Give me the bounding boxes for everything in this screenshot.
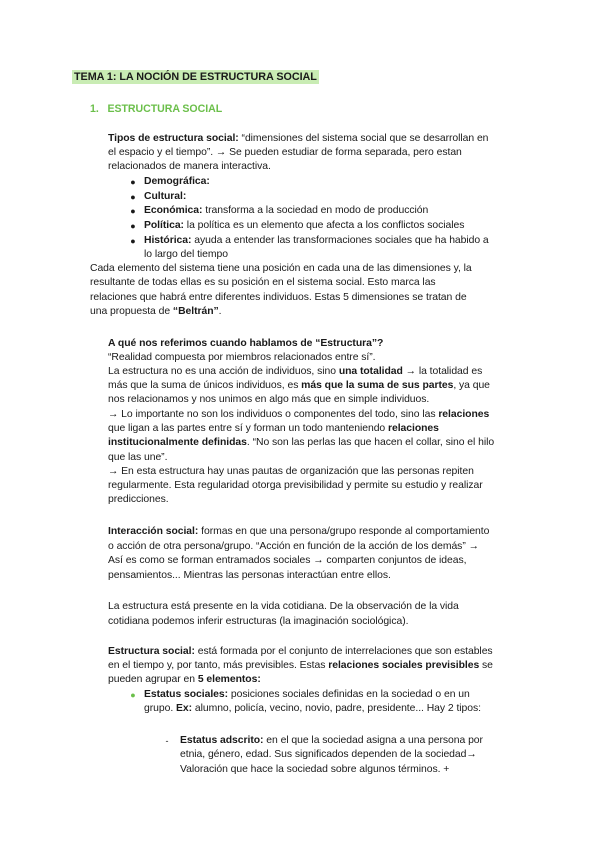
dash-bullet-icon: - xyxy=(165,736,169,746)
estructura-line-1: Estructura social: está formada por el conjunto de interrelaciones que son estables xyxy=(108,646,493,657)
cada-line-4: una propuesta de “Beltrán”. xyxy=(90,306,222,317)
question-p10: predicciones. xyxy=(108,494,169,505)
interaccion-line-4: pensamientos... Mientras las personas interactúan entre ellos. xyxy=(108,570,391,581)
cotidiana-line-1: La estructura está presente en la vida cotidiana. De la observación de la vida xyxy=(108,601,459,612)
bullet-icon: ● xyxy=(130,236,136,246)
question-p1: La estructura no es una acción de individuos, sino una totalidad → la totalidad es xyxy=(108,366,483,377)
cada-line-2: resultante de todas ellas es su posición en el sistema social. Esto marca las xyxy=(90,277,436,288)
tipos-line-2: el espacio y el tiempo”. → Se pueden estudiar de forma separada, pero estan xyxy=(108,147,462,158)
dimension-demografica: Demográfica: xyxy=(144,176,210,187)
tipos-line-3: relacionados de manera interactiva. xyxy=(108,161,271,172)
question-p2: más que la suma de únicos individuos, es más que la suma de sus partes, ya que xyxy=(108,380,490,391)
dimension-historica: Histórica: ayuda a entender las transformaciones sociales que ha habido a xyxy=(144,235,489,246)
dimension-cultural: Cultural: xyxy=(144,191,187,202)
cada-line-3: relaciones que habrá entre diferentes individuos. Estas 5 dimensiones se tratan de xyxy=(90,292,467,303)
estructura-line-2: en el tiempo y, por tanto, más previsibles. Estas relaciones sociales previsibles se xyxy=(108,660,493,671)
cada-line-1: Cada elemento del sistema tiene una posición en cada una de las dimensiones y, la xyxy=(90,263,472,274)
adscrito-line-1: Estatus adscrito: en el que la sociedad asigna a una persona por xyxy=(180,735,483,746)
question-p3: nos relacionamos y nos unimos en algo más que en simple individuos. xyxy=(108,394,430,405)
interaccion-line-2: o acción de otra persona/grupo. “Acción en función de la acción de los demás” → xyxy=(108,541,479,552)
question-p8: → En esta estructura hay unas pautas de organización que las personas repiten xyxy=(108,466,474,477)
question-p7: que las une”. xyxy=(108,452,168,463)
interaccion-line-1: Interacción social: formas en que una persona/grupo responde al comportamiento xyxy=(108,526,490,537)
dimension-politica: Política: la política es un elemento que afecta a los conflictos sociales xyxy=(144,220,465,231)
question-p5: que ligan a las partes entre sí y forman un todo manteniendo relaciones xyxy=(108,423,439,434)
bullet-green-icon: ● xyxy=(130,690,136,700)
dimension-historica-cont: lo largo del tiempo xyxy=(144,249,228,260)
adscrito-line-3: Valoración que hace la sociedad sobre algunos términos. + xyxy=(180,764,450,775)
estructura-line-3: pueden agrupar en 5 elementos: xyxy=(108,674,261,685)
question-p4: → Lo importante no son los individuos o componentes del todo, sino las relaciones xyxy=(108,409,490,420)
question-quote: “Realidad compuesta por miembros relacionados entre sí”. xyxy=(108,352,376,363)
cotidiana-line-2: cotidiana podemos inferir estructuras (la imaginación sociológica). xyxy=(108,616,409,627)
adscrito-line-2: etnia, género, edad. Sus significados dependen de la sociedad→ xyxy=(180,749,477,760)
estatus-line-2: grupo. Ex: alumno, policía, vecino, novio, padre, presidente... Hay 2 tipos: xyxy=(144,703,481,714)
question-p6: institucionalmente definidas. “No son las perlas las que hacen el collar, sino el hilo xyxy=(108,437,495,448)
question-heading: A qué nos referimos cuando hablamos de “Estructura”? xyxy=(108,338,384,349)
question-p9: regularmente. Esta regularidad otorga previsibilidad y permite su estudio y realizar xyxy=(108,480,483,491)
tipos-line-1: Tipos de estructura social: “dimensiones del sistema social que se desarrollan en xyxy=(108,133,489,144)
bullet-icon: ● xyxy=(130,177,136,187)
section-heading: 1. ESTRUCTURA SOCIAL xyxy=(90,103,223,115)
bullet-icon: ● xyxy=(130,192,136,202)
bullet-icon: ● xyxy=(130,206,136,216)
dimension-economica: Económica: transforma a la sociedad en modo de producción xyxy=(144,205,429,216)
interaccion-line-3: Así es como se forman entramados sociales → comparten conjuntos de ideas, xyxy=(108,555,467,566)
bullet-icon: ● xyxy=(130,221,136,231)
page-title: TEMA 1: LA NOCIÓN DE ESTRUCTURA SOCIAL xyxy=(74,71,317,83)
estatus-line-1: Estatus sociales: posiciones sociales definidas en la sociedad o en un xyxy=(144,689,470,700)
